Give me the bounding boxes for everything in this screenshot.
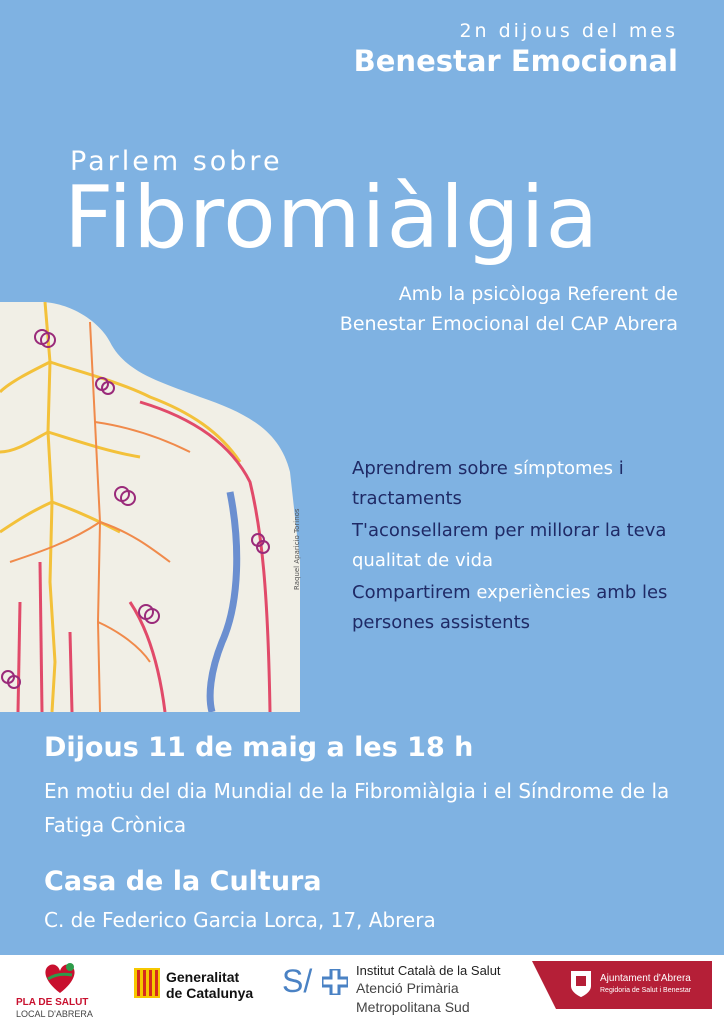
nervous-system-illustration [0,302,300,712]
footer-logos [0,955,724,1024]
ajuntament-banner [532,961,712,1009]
event-address: C. de Federico Garcia Lorca, 17, Abrera [44,908,436,932]
pla-salut-logo-icon [40,959,80,995]
hero-topic: Fibromiàlgia [64,168,600,268]
event-date: Dijous 11 de maig a les 18 h [44,732,474,763]
generalitat-line1: Generalitat [166,969,240,985]
ics-line2: Atenció Primària [356,980,459,996]
header-subtitle: 2n dijous del mes [459,20,678,42]
event-reason: En motiu del dia Mundial de la Fibromiàlgia i el Síndrome de la Fatiga Crònica [44,779,670,837]
ajuntament-line1: Ajuntament d'Abrera [600,973,691,984]
benefit-item: T'aconsellarem per millorar la teva qualitat de vida [352,520,667,571]
ics-cross-icon [322,969,348,995]
pla-salut-line2: LOCAL D'ABRERA [16,1009,93,1019]
pla-salut-line1: PLA DE SALUT [16,997,89,1008]
event-venue: Casa de la Cultura [44,866,322,897]
generalitat-line2: de Catalunya [166,985,254,1001]
generalitat-flag-icon [134,968,160,998]
ics-line1: Institut Català de la Salut [356,963,501,978]
benefit-item: Compartirem experiències amb les persones assistents [352,582,668,633]
ics-mark: S/ [282,963,313,999]
ajuntament-shield-icon [570,970,592,998]
benefit-item: Aprendrem sobre símptomes i tractaments [352,458,624,509]
illustration-credit: Raquel Aparicio Torinos [293,508,301,590]
header-title: Benestar Emocional [353,44,678,78]
hero-with-line2: Benestar Emocional del CAP Abrera [339,313,678,335]
benefits-list [352,454,692,640]
ajuntament-line2: Regidoria de Salut i Benestar [600,987,692,994]
hero-with [340,279,678,339]
hero-with-line1: Amb la psicòloga Referent de [398,283,678,305]
hero-intro: Parlem sobre [70,146,283,177]
ics-line3: Metropolitana Sud [356,999,470,1015]
